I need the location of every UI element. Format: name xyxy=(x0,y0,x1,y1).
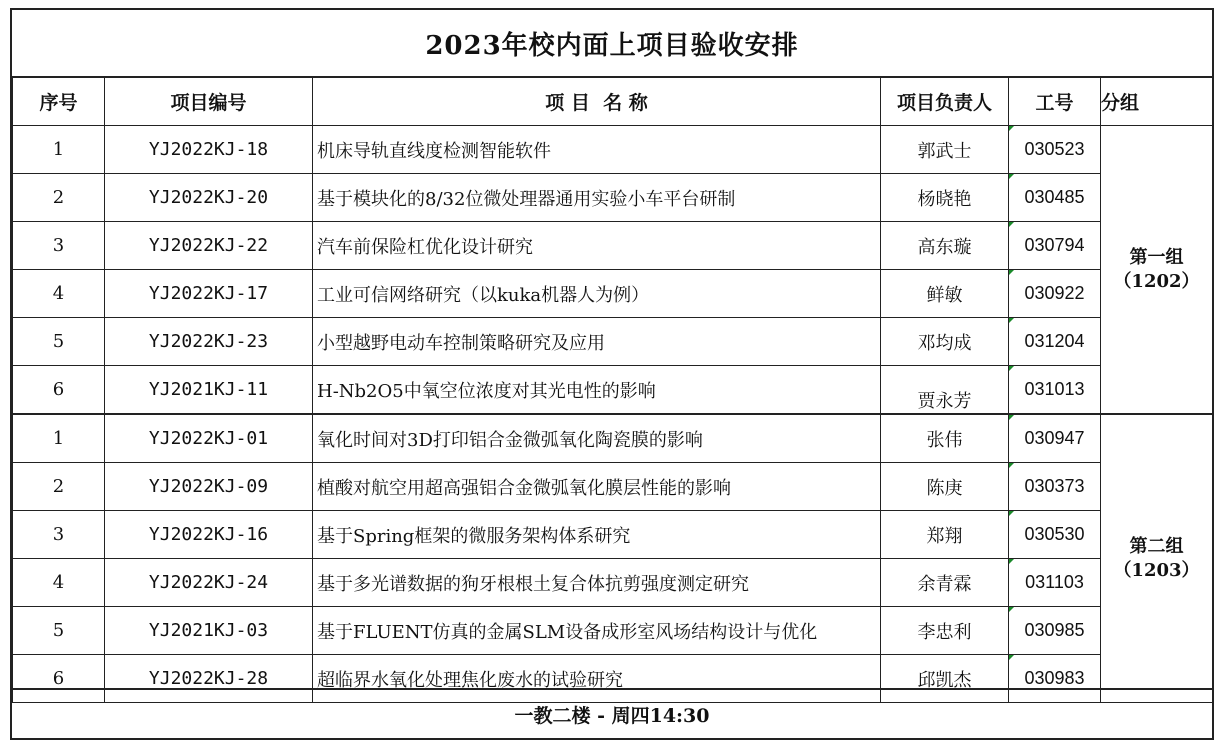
row-person: 邓均成 xyxy=(881,318,1009,366)
row-name: 基于模块化的8/32位微处理器通用实验小车平台研制 xyxy=(313,174,881,222)
row-id-value: 030523 xyxy=(1024,139,1085,159)
header-code: 项目编号 xyxy=(105,77,313,126)
group-1-room: （1202） xyxy=(1113,270,1200,292)
row-id-value: 030922 xyxy=(1024,283,1085,303)
row-id-value: 030985 xyxy=(1024,620,1085,640)
table-row xyxy=(13,414,1213,463)
cell-marker-icon xyxy=(1009,318,1014,323)
row-person: 高东璇 xyxy=(881,222,1009,270)
row-name: 氧化时间对3D打印铝合金微弧氧化陶瓷膜的影响 xyxy=(313,414,881,463)
row-code: YJ2022KJ-01 xyxy=(105,414,313,463)
table-row xyxy=(13,463,1213,511)
row-id-value: 031013 xyxy=(1024,379,1085,399)
header-group: 分组 xyxy=(1101,77,1213,126)
row-id-value: 030794 xyxy=(1024,235,1085,255)
row-person: 杨晓艳 xyxy=(881,174,1009,222)
table-row xyxy=(13,366,1213,415)
row-name: 工业可信网络研究（以kuka机器人为例） xyxy=(313,270,881,318)
row-code: YJ2022KJ-20 xyxy=(105,174,313,222)
row-seq: 5 xyxy=(13,607,105,655)
row-seq: 1 xyxy=(13,414,105,463)
row-name: H-Nb2O5中氧空位浓度对其光电性的影响 xyxy=(313,366,881,415)
row-person: 李忠利 xyxy=(881,607,1009,655)
row-name: 基于多光谱数据的狗牙根根土复合体抗剪强度测定研究 xyxy=(313,559,881,607)
row-person: 余青霖 xyxy=(881,559,1009,607)
row-seq: 1 xyxy=(13,126,105,174)
cell-marker-icon xyxy=(1009,607,1014,612)
cell-marker-icon xyxy=(1009,511,1014,516)
row-id xyxy=(1009,174,1101,222)
row-seq: 3 xyxy=(13,222,105,270)
table-row xyxy=(13,318,1213,366)
row-code: YJ2022KJ-16 xyxy=(105,511,313,559)
cell-marker-icon xyxy=(1009,270,1014,275)
cell-marker-icon xyxy=(1009,559,1014,564)
row-person: 邱凯杰 xyxy=(881,655,1009,703)
row-code: YJ2022KJ-28 xyxy=(105,655,313,703)
table-row xyxy=(13,126,1213,174)
row-id xyxy=(1009,414,1101,463)
row-id xyxy=(1009,318,1101,366)
header-row xyxy=(13,77,1213,126)
row-id-value: 030373 xyxy=(1024,476,1085,496)
table-row xyxy=(13,270,1213,318)
group-1-name: 第一组 xyxy=(1129,246,1184,268)
table-row xyxy=(13,607,1213,655)
table-row xyxy=(13,222,1213,270)
cell-marker-icon xyxy=(1009,174,1014,179)
page-title: 2023年校内面上项目验收安排 xyxy=(12,10,1212,78)
row-name: 植酸对航空用超高强铝合金微弧氧化膜层性能的影响 xyxy=(313,463,881,511)
row-name: 汽车前保险杠优化设计研究 xyxy=(313,222,881,270)
row-seq: 6 xyxy=(13,655,105,703)
header-id: 工号 xyxy=(1009,77,1101,126)
group-cell-1 xyxy=(1101,126,1213,415)
row-code: YJ2022KJ-09 xyxy=(105,463,313,511)
row-code: YJ2022KJ-22 xyxy=(105,222,313,270)
cell-marker-icon xyxy=(1009,655,1014,660)
row-id xyxy=(1009,511,1101,559)
group-2-name: 第二组 xyxy=(1129,535,1184,557)
row-name: 基于Spring框架的微服务架构体系研究 xyxy=(313,511,881,559)
table-row xyxy=(13,174,1213,222)
cell-marker-icon xyxy=(1009,366,1014,371)
cell-marker-icon xyxy=(1009,126,1014,131)
header-seq: 序号 xyxy=(13,77,105,126)
row-person: 陈庚 xyxy=(881,463,1009,511)
location-time-footer: 一教二楼 - 周四14:30 xyxy=(12,688,1212,738)
table-row xyxy=(13,511,1213,559)
row-id xyxy=(1009,366,1101,415)
row-id xyxy=(1009,222,1101,270)
row-seq: 3 xyxy=(13,511,105,559)
row-seq: 2 xyxy=(13,463,105,511)
table-row xyxy=(13,559,1213,607)
cell-marker-icon xyxy=(1009,463,1014,468)
row-id-value: 030485 xyxy=(1024,187,1085,207)
row-person: 张伟 xyxy=(881,414,1009,463)
header-name: 项 目 名 称 xyxy=(313,77,881,126)
row-id xyxy=(1009,559,1101,607)
schedule-sheet xyxy=(10,8,1214,740)
row-person: 贾永芳 xyxy=(881,366,1009,415)
row-id xyxy=(1009,126,1101,174)
group-cell-2 xyxy=(1101,414,1213,703)
row-seq: 4 xyxy=(13,270,105,318)
group-2-room: （1203） xyxy=(1113,559,1200,581)
cell-marker-icon xyxy=(1009,222,1014,227)
row-code: YJ2022KJ-24 xyxy=(105,559,313,607)
header-person: 项目负责人 xyxy=(881,77,1009,126)
row-id-value: 030530 xyxy=(1024,524,1085,544)
cell-marker-icon xyxy=(1009,415,1014,420)
row-name: 机床导轨直线度检测智能软件 xyxy=(313,126,881,174)
schedule-table xyxy=(12,76,1213,703)
row-code: YJ2022KJ-17 xyxy=(105,270,313,318)
row-id xyxy=(1009,270,1101,318)
row-id-value: 030983 xyxy=(1024,668,1085,688)
row-id xyxy=(1009,463,1101,511)
row-name: 超临界水氧化处理焦化废水的试验研究 xyxy=(313,655,881,703)
row-seq: 5 xyxy=(13,318,105,366)
row-id-value: 031204 xyxy=(1024,331,1085,351)
row-id xyxy=(1009,607,1101,655)
row-code: YJ2022KJ-18 xyxy=(105,126,313,174)
row-seq: 6 xyxy=(13,366,105,415)
row-person: 郑翔 xyxy=(881,511,1009,559)
row-person: 鲜敏 xyxy=(881,270,1009,318)
row-name: 小型越野电动车控制策略研究及应用 xyxy=(313,318,881,366)
row-code: YJ2022KJ-23 xyxy=(105,318,313,366)
row-id-value: 031103 xyxy=(1025,572,1084,592)
row-id-value: 030947 xyxy=(1024,428,1085,448)
row-code: YJ2021KJ-11 xyxy=(105,366,313,415)
row-name: 基于FLUENT仿真的金属SLM设备成形室风场结构设计与优化 xyxy=(313,607,881,655)
row-seq: 4 xyxy=(13,559,105,607)
row-person: 郭武士 xyxy=(881,126,1009,174)
row-seq: 2 xyxy=(13,174,105,222)
row-code: YJ2021KJ-03 xyxy=(105,607,313,655)
